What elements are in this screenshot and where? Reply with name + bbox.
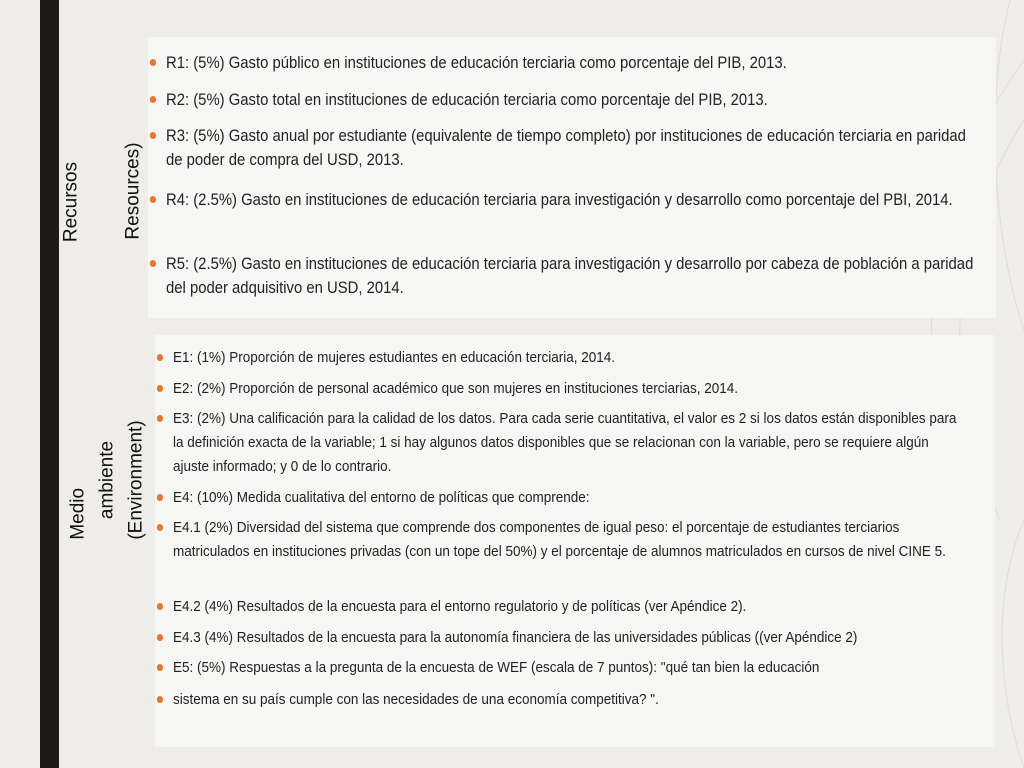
environment-item xyxy=(155,377,965,401)
resources-item-text: R2: (5%) Gasto total en instituciones de educación terciaria como porcentaje del PIB, 2013. xyxy=(166,91,768,109)
bullet-icon xyxy=(150,59,156,66)
label-ambiente: ambiente xyxy=(96,440,118,520)
resources-item xyxy=(148,188,976,212)
bullet-icon xyxy=(157,385,163,392)
bullet-icon xyxy=(150,196,156,203)
bullet-icon xyxy=(157,603,163,610)
resources-item xyxy=(148,252,976,300)
left-accent-bar xyxy=(40,0,59,768)
bullet-icon xyxy=(157,524,163,531)
environment-item xyxy=(155,595,965,619)
resources-item-text: R3: (5%) Gasto anual por estudiante (equivalente de tiempo completo) por instituciones de educación terciaria en paridad de poder de compra del USD, 2013. xyxy=(166,127,966,169)
label-recursos-text: Recursos xyxy=(60,161,82,243)
environment-item-text: sistema en su país cumple con las necesidades de una economía competitiva? ". xyxy=(173,691,659,708)
resources-panel xyxy=(148,37,996,318)
environment-item xyxy=(155,516,965,564)
resources-item xyxy=(148,88,976,112)
environment-item xyxy=(155,688,965,712)
bullet-icon xyxy=(157,494,163,501)
environment-item xyxy=(155,407,965,479)
environment-item-text: E2: (2%) Proporción de personal académico que son mujeres en instituciones terciarias, 2014. xyxy=(173,380,739,397)
bullet-icon xyxy=(157,634,163,641)
label-resources xyxy=(119,142,148,239)
environment-item-text: E4: (10%) Medida cualitativa del entorno de políticas que comprende: xyxy=(173,489,590,506)
label-environment xyxy=(64,420,151,539)
resources-item-text: R1: (5%) Gasto público en instituciones de educación terciaria como porcentaje del PIB, 2013. xyxy=(166,54,787,72)
resources-item xyxy=(148,51,976,75)
bullet-icon xyxy=(157,664,163,671)
label-resources-text: Resources) xyxy=(122,142,144,240)
environment-item xyxy=(155,346,965,370)
bullet-icon xyxy=(150,132,156,139)
label-medio: Medio xyxy=(67,487,89,540)
resources-item xyxy=(148,124,976,172)
resources-item-text: R5: (2.5%) Gasto en instituciones de educación terciaria para investigación y desarrollo por cabeza de población a paridad del poder adquisitivo en USD, 2014. xyxy=(166,255,974,297)
bullet-icon xyxy=(150,260,156,267)
environment-panel xyxy=(155,335,995,747)
environment-item-text: E5: (5%) Respuestas a la pregunta de la encuesta de WEF (escala de 7 puntos): "qué tan bien la educación xyxy=(173,659,820,676)
environment-item xyxy=(155,486,965,510)
environment-item-text: E4.2 (4%) Resultados de la encuesta para el entorno regulatorio y de políticas (ver Apéndice 2). xyxy=(173,598,747,615)
resources-item-text: R4: (2.5%) Gasto en instituciones de educación terciaria para investigación y desarrollo como porcentaje del PBI, 2014. xyxy=(166,191,953,209)
environment-item xyxy=(155,626,965,650)
bullet-icon xyxy=(150,96,156,103)
environment-item-text: E4.1 (2%) Diversidad del sistema que comprende dos componentes de igual peso: el porcentaje de estudiantes terciarios matriculados en instituciones privadas (con un tope del 50%) y el porcentaje de alumnos matriculados en cursos de nivel CINE 5. xyxy=(173,519,946,560)
environment-item-text: E1: (1%) Proporción de mujeres estudiantes en educación terciaria, 2014. xyxy=(173,349,616,366)
bullet-icon xyxy=(157,696,163,703)
environment-item xyxy=(155,656,965,680)
label-environment-en: (Environment) xyxy=(125,420,147,540)
environment-item-text: E4.3 (4%) Resultados de la encuesta para la autonomía financiera de las universidades públicas ((ver Apéndice 2) xyxy=(173,629,858,646)
bullet-icon xyxy=(157,415,163,422)
bullet-icon xyxy=(157,354,163,361)
label-recursos xyxy=(57,162,86,242)
environment-item-text: E3: (2%) Una calificación para la calidad de los datos. Para cada serie cuantitativa, el valor es 2 si los datos están disponibles para la definición exacta de la variable; 1 si hay algunos datos disponibles que se relacionan con la variable, pero se requiere algún ajuste informado; y 0 de lo contrario. xyxy=(173,410,957,475)
